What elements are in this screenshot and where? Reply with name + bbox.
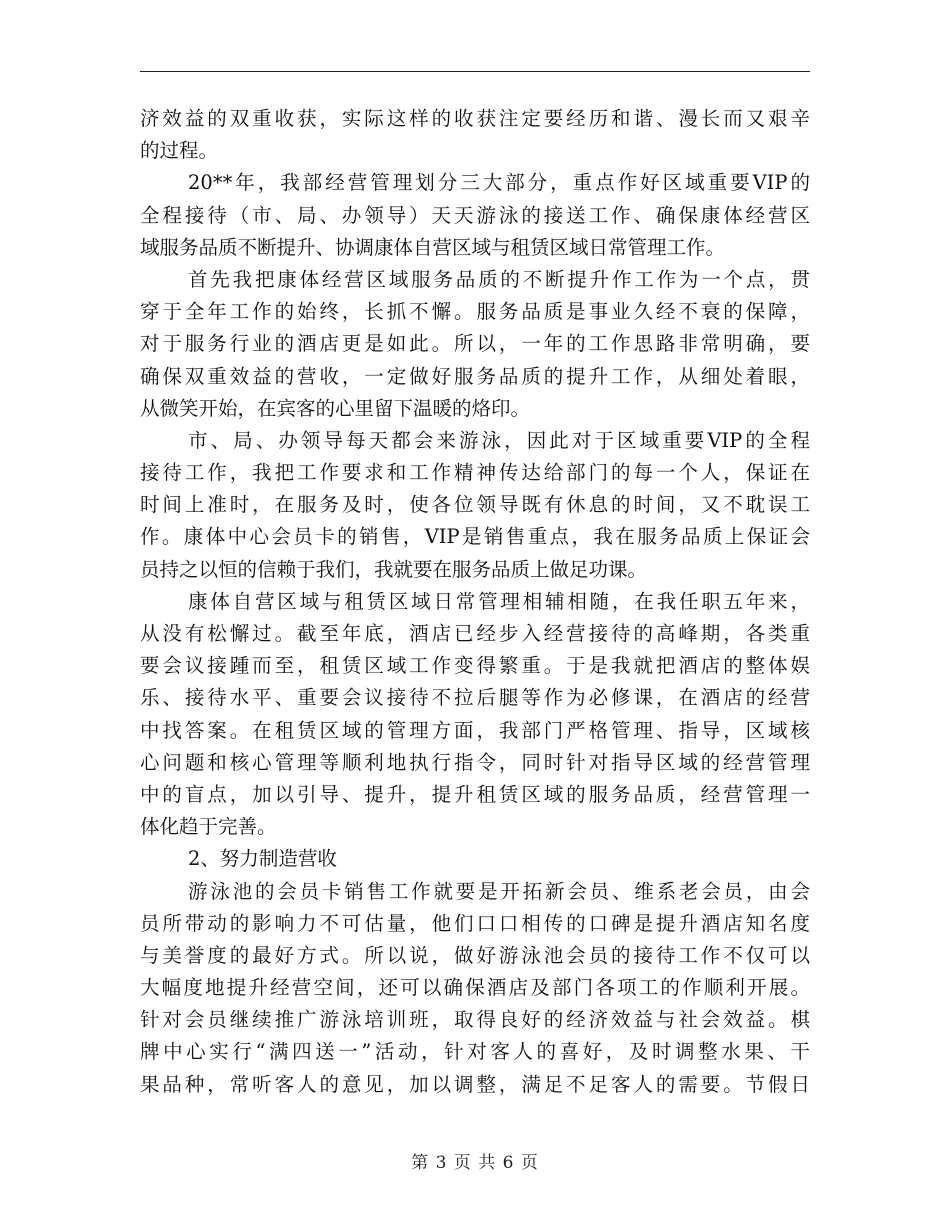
- text-line: 果品种，常听客人的意见，加以调整，满足不足客人的需要。节假日: [140, 1072, 810, 1096]
- document-body: [140, 103, 810, 1101]
- text-line: 与美誉度的最好方式。所以说，做好游泳池会员的接待工作不仅可以: [140, 943, 810, 967]
- text-line: 全程接待（市、局、办领导）天天游泳的接送工作、确保康体经营区: [140, 203, 810, 227]
- text-line: 员所带动的影响力不可估量，他们口口相传的口碑是提升酒店知名度: [140, 911, 810, 935]
- text-line: 2、努力制造营收: [188, 847, 337, 871]
- text-line: 接待工作，我把工作要求和工作精神传达给部门的每一个人，保证在: [140, 461, 810, 485]
- text-line: 大幅度地提升经营空间，还可以确保酒店及部门各项工的作顺利开展。: [140, 976, 810, 1000]
- text-line: 的过程。: [140, 139, 219, 163]
- header-rule: [140, 71, 810, 72]
- text-line: 时间上准时，在服务及时，使各位领导既有休息的时间，又不耽误工: [140, 493, 810, 517]
- text-line: 对于服务行业的酒店更是如此。所以，一年的工作思路非常明确，要: [140, 332, 810, 356]
- text-line: 首先我把康体经营区域服务品质的不断提升作工作为一个点，贯: [188, 267, 810, 291]
- text-line: 中找答案。在租赁区域的管理方面，我部门严格管理、指导，区域核: [140, 718, 810, 742]
- text-line: 市、局、办领导每天都会来游泳，因此对于区域重要VIP的全程: [188, 428, 810, 452]
- text-line: 济效益的双重收获，实际这样的收获注定要经历和谐、漫长而又艰辛: [140, 107, 810, 130]
- text-line: 穿于全年工作的始终，长抓不懈。服务品质是事业久经不衰的保障，: [140, 300, 810, 324]
- text-line: 体化趋于完善。: [140, 815, 277, 839]
- text-line: 员持之以恒的信赖于我们，我就要在服务品质上做足功课。: [140, 557, 648, 581]
- text-line: 从没有松懈过。截至年底，酒店已经步入经营接待的高峰期，各类重: [140, 622, 810, 645]
- text-line: 针对会员继续推广游泳培训班，取得良好的经济效益与社会效益。棋: [140, 1008, 810, 1032]
- text-line: 域服务品质不断提升、协调康体自营区域与租赁区域日常管理工作。: [140, 235, 726, 259]
- text-line: 从微笑开始，在宾客的心里留下温暖的烙印。: [140, 396, 531, 420]
- text-line: 作。康体中心会员卡的销售，VIP是销售重点，我在服务品质上保证会: [140, 525, 810, 549]
- text-line: 要会议接踵而至，租赁区域工作变得繁重。于是我就把酒店的整体娱: [140, 654, 810, 678]
- text-line: 20**年，我部经营管理划分三大部分，重点作好区域重要VIP的: [188, 171, 810, 195]
- text-line: 中的盲点，加以引导、提升，提升租赁区域的服务品质，经营管理一: [140, 782, 810, 806]
- text-line: 确保双重效益的营收，一定做好服务品质的提升工作，从细处着眼，: [140, 364, 810, 388]
- text-line: 乐、接待水平、重要会议接待不拉后腿等作为必修课，在酒店的经营: [140, 686, 810, 710]
- text-line: 心问题和核心管理等顺利地执行指令，同时针对指导区域的经营管理: [140, 750, 810, 774]
- text-line: 游泳池的会员卡销售工作就要是开拓新会员、维系老会员，由会: [188, 879, 810, 903]
- page-footer: 第 3 页 共 6 页: [411, 1153, 539, 1173]
- text-line: 牌中心实行“满四送一”活动，针对客人的喜好，及时调整水果、干: [140, 1040, 810, 1064]
- text-line: 康体自营区域与租赁区域日常管理相辅相随，在我任职五年来，: [188, 589, 810, 613]
